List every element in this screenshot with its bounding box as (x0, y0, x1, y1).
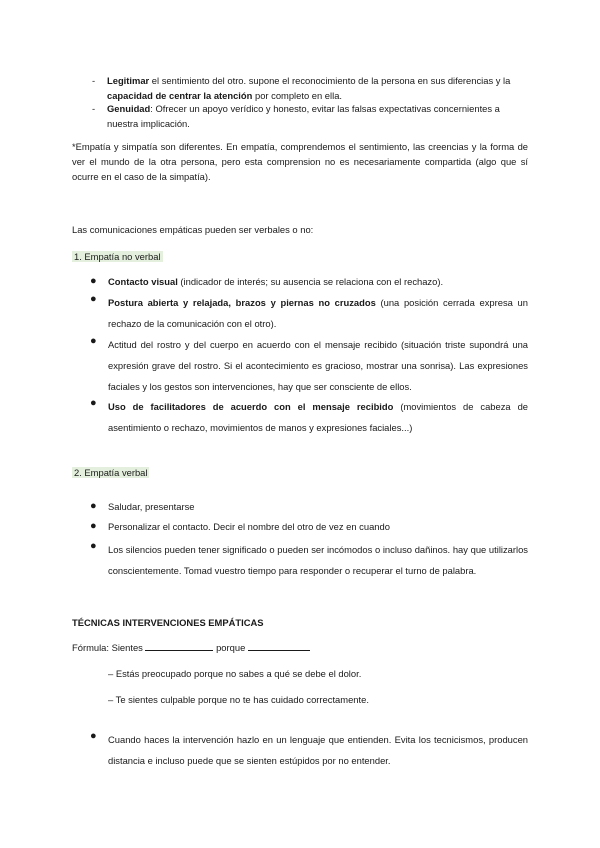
term-postura: Postura abierta y relajada, brazos y piernas no cruzados (108, 297, 376, 308)
section-heading-nonverbal (72, 249, 528, 264)
text-run: (una posición cerrada expresa un rechazo de la comunicación con el otro). (108, 297, 528, 329)
bullet-icon: ● (90, 397, 97, 409)
list-item-text: Personalizar el contacto. Decir el nombre del otro de vez en cuando (108, 521, 390, 532)
list-item-genuidad (92, 101, 528, 131)
bullet-silencios (90, 539, 528, 581)
term-legitimar: Legitimar (107, 75, 150, 86)
term-facilitadores: Uso de facilitadores de acuerdo con el mensaje recibido (108, 401, 394, 412)
term-capacidad: capacidad de centrar la atención (107, 90, 253, 101)
list-item-text (90, 274, 528, 289)
bullet-contacto-visual (90, 274, 528, 289)
section-heading-verbal (72, 465, 528, 480)
list-item-legitimar (92, 73, 528, 103)
text-run: (indicador de interés; su ausencia se relaciona con el rechazo). (177, 276, 444, 287)
bullet-icon: ● (90, 730, 97, 742)
formula-blank-1 (145, 641, 213, 651)
text-run: el sentimiento del otro. supone el reconocimiento de la persona en sus diferencias y la (149, 75, 511, 86)
example-preocupado: – Estás preocupado porque no sabes a qué se debe el dolor. (108, 668, 362, 679)
bullet-icon: ● (90, 275, 97, 287)
highlighted-heading: 1. Empatía no verbal (74, 251, 161, 262)
text-run: por completo en ella. (252, 90, 343, 101)
example-culpable: – Te sientes culpable porque no te has cuidado correctamente. (108, 694, 369, 705)
bullet-postura (90, 292, 528, 334)
bullet-personalizar (90, 519, 528, 534)
bullet-icon: ● (90, 335, 97, 347)
term-contacto: Contacto visual (108, 276, 178, 287)
list-item-text: Actitud del rostro y del cuerpo en acuerdo con el mensaje recibido (situación triste supondrá una expresión grave del rostro. Si el acontecimiento es gracioso, mostrar una sonrisa). Las expresiones faciales y los gestos son intervenciones, hay que ser consciente de ellos. (108, 339, 528, 392)
term-genuidad: Genuidad (107, 103, 151, 114)
formula-connector: porque (216, 642, 246, 653)
list-item-text (90, 396, 528, 438)
dash-marker: - (92, 75, 96, 86)
dash-marker: - (92, 103, 96, 114)
bullet-actitud (90, 334, 528, 397)
text-run: : Ofrecer un apoyo verídico y honesto, evitar las falsas expectativas concernientes a nuestra implicación. (107, 103, 500, 129)
list-item-text: Saludar, presentarse (108, 501, 195, 512)
bullet-saludar (90, 499, 528, 514)
bullet-facilitadores (90, 396, 528, 438)
techniques-heading: TÉCNICAS INTERVENCIONES EMPÁTICAS (72, 617, 264, 628)
formula-label: Fórmula: Sientes (72, 642, 143, 653)
bullet-icon: ● (90, 293, 97, 305)
list-item-text: Cuando haces la intervención hazlo en un lenguaje que entienden. Evita los tecnicismos, producen distancia e incluso puede que se sienten estúpidos por no entender. (108, 734, 528, 766)
list-item-text (92, 73, 528, 103)
text-run: (movimientos de cabeza de asentimiento o rechazo, movimientos de manos y expresiones faciales...) (108, 401, 529, 433)
bullet-icon: ● (90, 500, 97, 512)
bullet-icon: ● (90, 540, 97, 552)
bullet-icon: ● (90, 520, 97, 532)
empathy-note: *Empatía y simpatía son diferentes. En empatía, comprendemos el sentimiento, las creencias y la forma de ver el mundo de la otra persona, pero esta comprension no es necesariamente compartida (algo que sí ocurre en el caso de la simpatía). (72, 141, 528, 182)
list-item-text (92, 101, 528, 131)
list-item-text (90, 292, 528, 334)
list-item-text: Los silencios pueden tener significado o pueden ser incómodos o incluso dañinos. hay que utilizarlos conscientemente. Tomad vuestro tiempo para responder o recuperar el turno de palabra. (108, 544, 528, 576)
bullet-lenguaje (90, 729, 528, 771)
highlighted-heading: 2. Empatía verbal (74, 467, 148, 478)
comm-intro: Las comunicaciones empáticas pueden ser verbales o no: (72, 224, 314, 235)
formula-blank-2 (248, 641, 310, 651)
formula-line (72, 640, 528, 655)
